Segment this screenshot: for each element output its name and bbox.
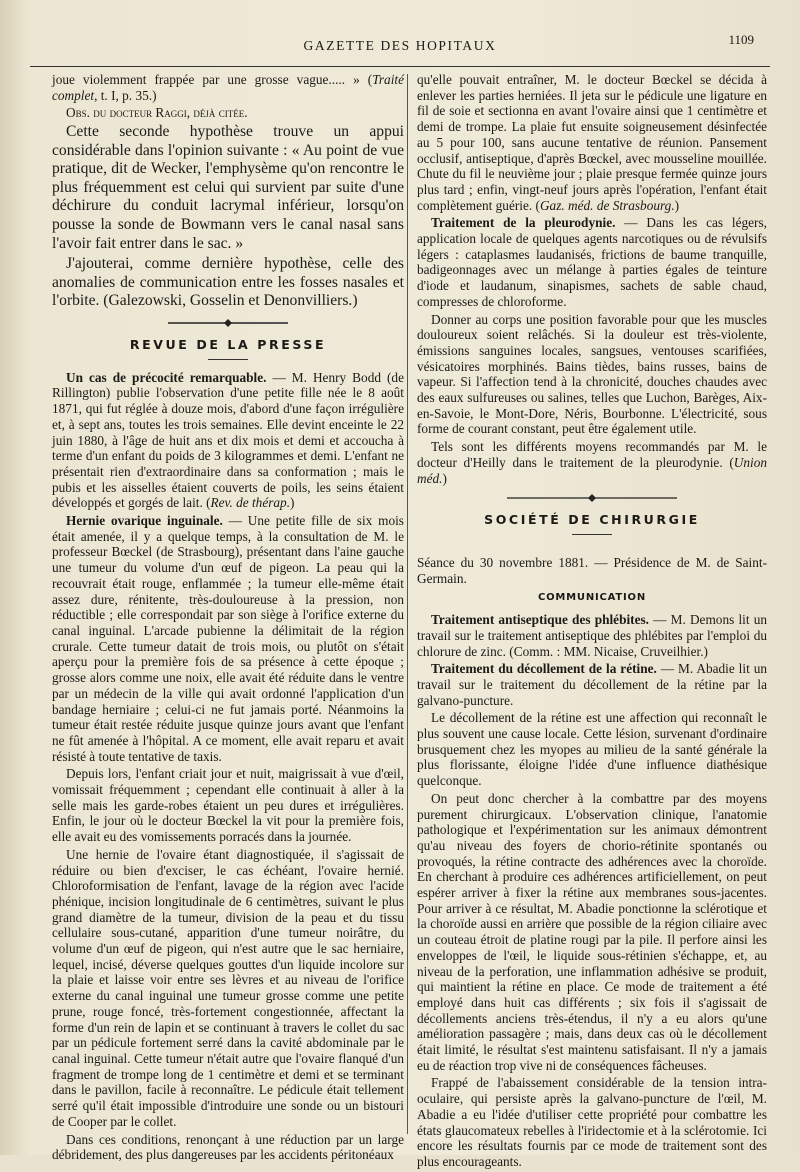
- quote-ending: [52, 72, 404, 103]
- article-paragraph: Depuis lors, l'enfant criait jour et nuit, maigrissait à vue d'œil, vomissait fréquemment ; cependant elle continuait à aller à la selle mais les garde-robes étaient un peu dures et irrégulières. Enfin, le jour où le docteur Bœckel la vit pour la première fois, elle avait eu des vomissements porracés dans la journée.: [52, 766, 404, 845]
- ornament-icon: [168, 317, 288, 329]
- article-source-tail: ): [674, 197, 680, 213]
- article-paragraph: Frappé de l'abaissement considérable de la tension intra-oculaire, qui persiste après la galvano-puncture de l'œil, M. Abadie a eu l'idée d'utiliser cette propriété pour combattre les états glaucomateux rebelles à l'iridectomie et à la sclérotomie. Ici encore les résultats fournis par ce mode de traitement sont des plus encourageants.: [417, 1075, 767, 1169]
- communication-phlebites: [417, 612, 767, 659]
- left-column: [52, 72, 404, 1165]
- page-header: [30, 30, 770, 67]
- article-body: — Une petite fille de six mois était amenée, il y a quelque temps, à la consultation de M. le professeur Bœckel (de Strasbourg), présentant dans l'aine gauche une tumeur du volume d'un œuf de pigeon. La peau qui la recouvrait était rouge, enflammée ; la tumeur elle-même était assez dure, rénitente, très-douloureuse à la pression, non réductible ; elle correspondait par son siège à l'orifice externe du canal inguinal. L'arcade pubienne la délimitait de la région crurale. Cette tumeur datait de trois mois, ou plutôt on s'était aperçu pour la première fois de sa présence à cette époque ; grosse alors comme une noix, elle avait été réduite dans le ventre par un médecin de la ville qui avait ordonné l'application d'un bandage herniaire ; celui-ci ne fut jamais porté. Néanmoins la tumeur était restée réduite jusque quinze jours avant que l'enfant ne fût amenée à l'hôpital. A ce moment, elle avait reparu et avait résisté à toute tentative de taxis.: [52, 513, 404, 764]
- quote-reference: Traité complet: [52, 72, 404, 103]
- article-paragraph: Le décollement de la rétine est une affection qui reconnaît le plus souvent une cause locale. Cette lésion, survenant d'ordinaire brusquement chez les myopes au milieu de la santé générale la plus florissante, éloigne l'idée d'une influence diathésique quelconque.: [417, 710, 767, 789]
- article-source-tail: ): [290, 495, 295, 511]
- seance-line: Séance du 30 novembre 1881. — Présidence de M. de Saint-Germain.: [417, 554, 767, 586]
- article-paragraph: Une hernie de l'ovaire étant diagnostiquée, il s'agissait de réduire ou bien d'exciser, le cas échéant, l'ovaire hernié. Chloroformisation de l'enfant, lavage de la région avec l'acide phénique, incision longitudinale de 6 centimètres, suivant le plus grand diamètre de la tumeur, division de la peau et du tissu cellulaire sous-cutané, apparition d'une tumeur noirâtre, du volume d'un œuf de pigeon, qui n'est autre que le sac herniaire, lequel, incisé, déverse quelques gouttes d'un liquide incolore sur la plaie et laisse voir entre ses lèvres et au niveau de l'orifice externe du canal inguinal une tumeur grosse comme une petite prune, rouge foncé, très-fortement congestionnée, affectant la forme d'un rein de lapin et se continuant à travers le collet du sac par un pédicule fortement serré dans la cavité abdominale par le canal inguinal. Cette tumeur n'était autre que l'ovaire flanqué d'un fragment de trompe long de 1 centimètre et demi et se terminant dans le pavillon, facile à reconnaître. Le pédicule était tellement serré qu'il était impossible d'introduire une sonde ou un bistouri de Cooper par le collet.: [52, 846, 404, 1129]
- article-headline: Hernie ovarique inguinale.: [66, 513, 223, 529]
- article-paragraph: On peut donc chercher à la combattre par des moyens purement chirurgicaux. L'observation clinique, l'anatomie pathologique et l'expérimentation sur les animaux démontrent qu'au niveau des foyers de chorio-rétinite spontanés ou provoqués, la rétine contracte des adhérences avec la choroïde. En cherchant à produire ces adhérences artificiellement, on peut espérer arriver à fixer la rétine aux membranes sous-jacentes. Pour arriver à ce résultat, M. Abadie ponctionne la sclérotique et la choroïde aussi en arrière que possible de la région ciliaire avec un couteau étroit de platine rougi par la pile. Il perfore ainsi les enveloppes de l'œil, le liquide sous-rétinien s'échappe, et, au niveau de la perforation, une inflammation adhésive se produit, qui maintient la rétine en place. Ce mode de traitement a été employé dans huit cas différents ; six fois il s'agissait de décollements anciens très-étendus, il n'y a eu alors qu'une amélioration passagère ; mais, dans deux cas où le décollement était limité, le résultat s'est maintenu satisfaisant. Il n'y a jamais eu de réaction trop vive ni de conséquences fâcheuses.: [417, 790, 767, 1073]
- article-paragraph: Dans ces conditions, renonçant à une réduction par un large débridement, des plus dangereuses par les accidents péritonéaux: [52, 1131, 404, 1163]
- article-headline: Un cas de précocité remarquable.: [66, 369, 267, 385]
- article-body: qu'elle pouvait entraîner, M. le docteur Bœckel se décida à enlever les parties herniées. Il jeta sur le pédicule une ligature en fil de soie et sectionna en avant l'ovaire ainsi que 1 centimètre et demi de trompe. La plaie fut ensuite soigneusement désinfectée au 5 pour 100, sans aucune tentative de réunion. Pansement occlusif, antiseptique, d'après Bœckel, avec mousseline mouillée. Chute du fil le neuvième jour ; plaie presque fermée quinze jours plus tard ; enfin, vingt-neuf jours après l'opération, l'enfant était complètement guérie. (: [417, 72, 767, 213]
- ornamental-rule: [52, 317, 404, 329]
- article-body: — M. Demons lit un travail sur le traitement antiseptique des phlébites par l'emploi du chlorure de zinc. (Comm. : MM. Nicaise, Cruveilhier.): [417, 612, 767, 659]
- article-pleurodynie: [417, 215, 767, 309]
- article-source: Union méd.: [417, 454, 767, 486]
- section-underline: [572, 534, 612, 535]
- article-source: Rev. de thérap.: [210, 495, 291, 511]
- article-source-tail: ): [442, 470, 447, 486]
- section-title-societe: SOCIÉTÉ DE CHIRURGIE: [484, 512, 700, 528]
- ornamental-rule: [417, 492, 767, 504]
- article-paragraph-source: [417, 439, 767, 486]
- communication-retine: [417, 661, 767, 708]
- observation-note: Obs. du docteur Raggi, déjà citée.: [66, 105, 248, 121]
- column-divider: [407, 74, 408, 1134]
- article-headline: Traitement du décollement de la rétine.: [431, 661, 657, 677]
- spacer: [417, 545, 767, 555]
- article-body: — M. Henry Bodd (de Rillington) publie l'observation d'une petite fille née le 8 août 1871, qui fut réglée à douze mois, d'abord d'une façon irrégulière et, à sept ans, toutes les trois semaines. Elle devint enceinte le 22 juin 1880, à l'âge de huit ans et dix mois et demi et accoucha à terme d'un enfant du poids de 3 kilogrammes et demi. L'enfant ne présentait rien d'extraordinaire dans sa conformation ; mais le pubis et les aisselles étaient couverts de poils, les seins étaient développés et gorgés de lait. (: [52, 369, 404, 511]
- section-underline: [208, 359, 248, 360]
- article-headline: Traitement de la pleurodynie.: [431, 215, 616, 231]
- article-body: — Dans les cas légers, application locale de quelques agents narcotiques ou de révulsifs légers : cataplasmes laudanisés, frictions de baume tranquille, badigeonnages avec un mélange à parties égales de teinture d'iode et laudanum, sinapismes, sachets de sable chaud, compresses de chloroforme.: [417, 215, 767, 309]
- section-title-revue: REVUE DE LA PRESSE: [129, 337, 327, 353]
- article-body: — M. Abadie lit un travail sur le traitement du décollement de la rétine par la galvano-puncture.: [417, 661, 767, 708]
- journal-title: GAZETTE DES HOPITAUX: [303, 38, 497, 53]
- article-hernie: [52, 513, 404, 764]
- article-source: Gaz. méd. de Strasbourg.: [539, 197, 675, 213]
- quote-text: joue violemment frappée par une grosse vague..... » (: [52, 72, 373, 87]
- article-paragraph: Donner au corps une position favorable pour que les muscles douloureux soient relâchés. Si la douleur est très-violente, émissions sanguines locales, sangsues, ventouses scarifiées, vésicatoires morphinés. Bains tièdes, bains russes, bains de vapeur. Si l'affection tend à la chronicité, douches chaudes avec des eaux sulfureuses ou salines, telles que Luchon, Barèges, Aix-en-Savoie, le Mont-Dore, Néris, Bourbonne. L'électricité, sous forme de courant constant, peut être également utile.: [417, 311, 767, 437]
- subsection-title: COMMUNICATION: [537, 592, 647, 604]
- right-column: [417, 72, 767, 1172]
- article-continuation: [417, 72, 767, 213]
- ornament-icon: [507, 492, 677, 504]
- article-headline: Traitement antiseptique des phlébites.: [431, 612, 649, 628]
- final-hypothesis-paragraph: J'ajouterai, comme dernière hypothèse, celle des anomalies de communication entre les fosses nasales et l'orbite. (Galezowski, Gosselin et Denonvilliers.): [52, 255, 404, 310]
- hypothesis-paragraph: Cette seconde hypothèse trouve un appui considérable dans l'opinion suivante : « Au point de vue pratique, dit de Wecker, l'emphysème qu'on rencontre le plus fréquemment est celui qui survient par suite d'une déchirure du conduit lacrymal inférieur, lorsqu'on pousse la sonde de Bowmann vers le canal nasal sans l'avoir fait entrer dans le sac. »: [52, 123, 404, 252]
- article-body: Tels sont les différents moyens recommandés par M. le docteur d'Heilly dans le traitement de la pleurodynie. (: [417, 439, 767, 470]
- page-number: 1109: [728, 32, 754, 47]
- quote-reference-tail: , t. I, p. 35.): [94, 87, 157, 103]
- article-precocite: [52, 370, 404, 511]
